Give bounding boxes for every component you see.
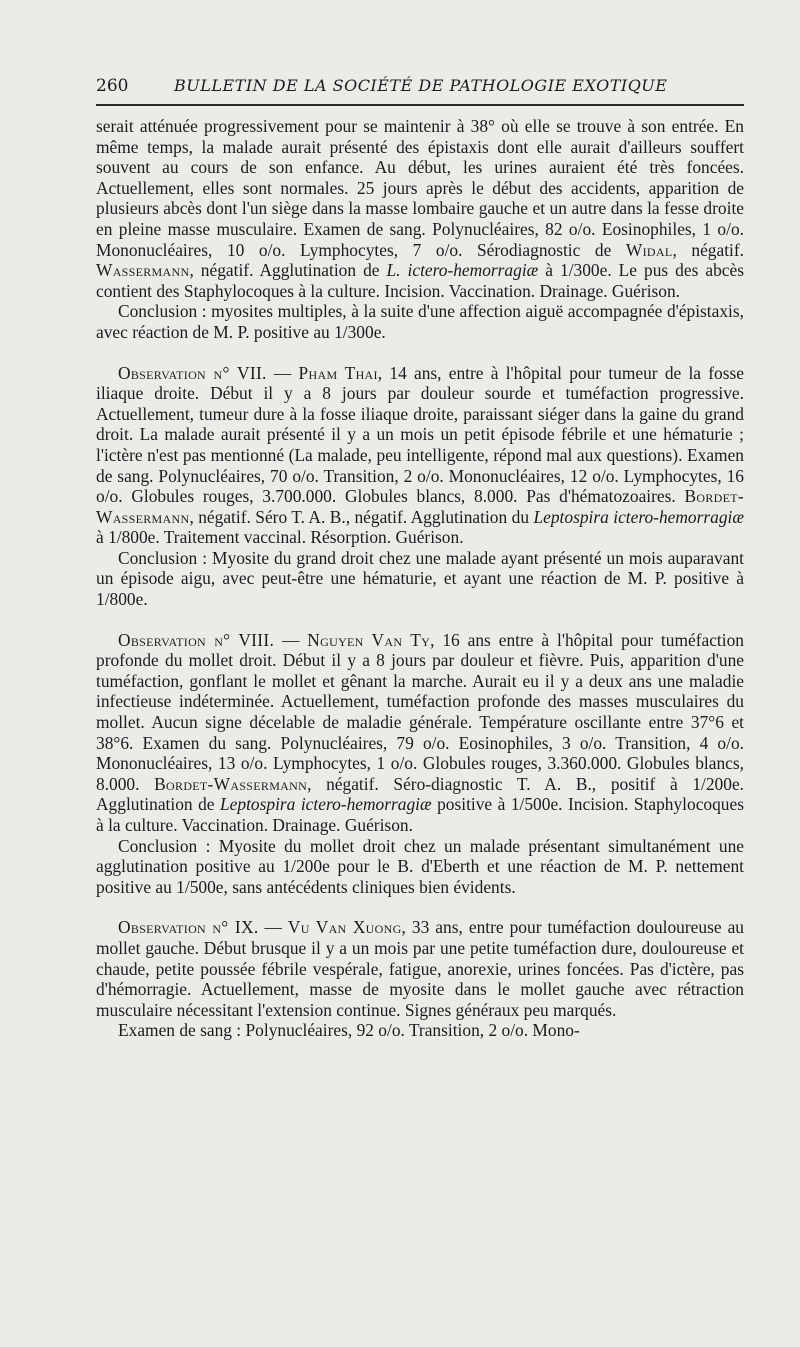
observation-8 <box>96 630 744 836</box>
text-run: , négatif. Séro-diagnostic T. A. B., positif à 1/200e. Agglutination de <box>96 773 745 815</box>
text-run: , 14 ans, entre à l'hôpital pour tumeur de la fosse iliaque droite. Début il y a 8 jours par douleur sourde et tuméfaction progressive. Actuellement, tumeur dure à la fosse iliaque droite, paraissant siéger dans la gaine du grand droit. La malade aurait présenté il y a un mois un petit épisode fébrile et une hématurie ; l'ictère n'est pas mentionné (La malade, peu intelligente, répond mal aux questions). Examen de sang. Polynucléaires, 70 o/o. Transition, 2 o/o. Mononucléaires, 12 o/o. Lymphocytes, 16 o/o. Globules rouges, 3.700.000. Globules blancs, 8.000. Pas d'hématozoaires. <box>96 362 744 507</box>
text-run: positive à 1/500e. Incision. Staphylocoques à la culture. Vaccination. Drainage. Guérison. <box>96 794 744 835</box>
test-name: Bordet-Wassermann <box>96 486 744 527</box>
text-run: , négatif. Séro T. A. B., négatif. Agglutination du <box>189 506 534 527</box>
text-run: , 16 ans entre à l'hôpital pour tuméfaction profonde du mollet droit. Début il y a 8 jours par douleur et fièvre. Puis, apparition d'une tuméfaction, gonflant le mollet et gênant la marche. Aurait eu il y a deux ans une maladie infectieuse indéterminée. Actuellement, tuméfaction profonde des masses musculaires du mollet. Aucun signe décelable de maladie générale. Température oscillante entre 37°6 et 38°6. Examen du sang. Polynucléaires, 79 o/o. Eosinophiles, 3 o/o. Transition, 4 o/o. Mononucléaires, 13 o/o. Lymphocytes, 1 o/o. Globules rouges, 3.360.000. Globules blancs, 8.000. <box>96 629 744 794</box>
text-run: à 1/800e. Traitement vaccinal. Résorption. Guérison. <box>96 527 464 548</box>
author-name-widal: Widal <box>625 239 673 260</box>
running-title: BULLETIN DE LA SOCIÉTÉ DE PATHOLOGIE EXOTIQUE <box>174 76 668 95</box>
patient-name: Pham Thai <box>298 362 378 383</box>
page-header <box>96 76 744 100</box>
text-run: , négatif. Agglutination de <box>189 260 387 281</box>
page-number: 260 <box>96 76 129 96</box>
header-rule <box>96 104 744 106</box>
text-run: , négatif. <box>672 239 745 260</box>
patient-name: Vu Van Xuong <box>287 917 402 938</box>
observation-9-exam: Examen de sang : Polynucléaires, 92 o/o. Transition, 2 o/o. Mono- <box>118 1020 580 1041</box>
test-name: Bordet-Wassermann <box>154 773 308 794</box>
text-run: à 1/300e. Le pus des abcès contient des Staphylocoques à la culture. Incision. Vaccination. Drainage. Guérison. <box>96 260 744 301</box>
text-run: serait atténuée progressivement pour se maintenir à 38° où elle se trouve à son entrée. En même temps, la malade aurait présenté des épistaxis dont elle aurait d'ailleurs souffert souvent au cours de son enfance. Au début, les urines auraient été très foncées. Actuellement, elles sont normales. 25 jours après le début des accidents, apparition de plusieurs abcès dont l'un siège dans la masse lombaire gauche et un autre dans la fesse droite en pleine masse musculaire. Examen de sang. Polynucléaires, 82 o/o. Eosinophiles, 1 o/o. Mononucléaires, 10 o/o. Lymphocytes, 7 o/o. Sérodiagnostic de <box>96 116 744 260</box>
species-name: Leptospira ictero-hemorragiæ <box>533 506 744 527</box>
conclusion-paragraph: Conclusion : myosites multiples, à la suite d'une affection aiguë accompagnée d'épistaxis, avec réaction de M. P. positive au 1/300e. <box>96 301 744 342</box>
observation-label: Observation n° VIII. <box>118 629 275 650</box>
text-run: , 33 ans, entre pour tuméfaction douloureuse au mollet gauche. Début brusque il y a un mois par une petite tuméfaction dure, douloureuse et chaude, petite poussée fébrile vespérale, fatigue, anorexie, urines foncées. Pas d'ictère, pas d'hémorragie. Actuellement, masse de myosite dans le mollet gauche avec rétraction musculaire nécessitant l'extension continue. Signes généraux peu marqués. <box>96 917 744 1020</box>
text-run: — <box>266 362 299 383</box>
article-body <box>96 116 744 1041</box>
species-name: L. ictero-hemorragiæ <box>386 260 539 281</box>
text-run: — <box>258 917 288 938</box>
text-run: — <box>274 629 308 650</box>
author-name-wassermann: Wassermann <box>96 260 190 281</box>
observation-label: Observation n° VII. <box>118 362 267 383</box>
patient-name: Nguyen Van Ty <box>307 629 431 650</box>
observation-7 <box>96 363 744 548</box>
case-continuation-paragraph <box>96 116 744 301</box>
observation-7-conclusion: Conclusion : Myosite du grand droit chez une malade ayant présenté un mois auparavant un épisode aigu, avec peut-être une hématurie, et ayant une réaction de M. P. positive à 1/800e. <box>96 547 744 610</box>
observation-label: Observation n° IX. <box>118 917 259 938</box>
observation-9 <box>96 917 744 1020</box>
species-name: Leptospira ictero-hemorragiæ <box>220 794 432 815</box>
observation-8-conclusion: Conclusion : Myosite du mollet droit chez un malade présentant simultanément une agglutination positive au 1/200e pour le B. d'Eberth et une réaction de M. P. nettement positive au 1/500e, sans antécédents cliniques bien évidents. <box>96 835 744 897</box>
